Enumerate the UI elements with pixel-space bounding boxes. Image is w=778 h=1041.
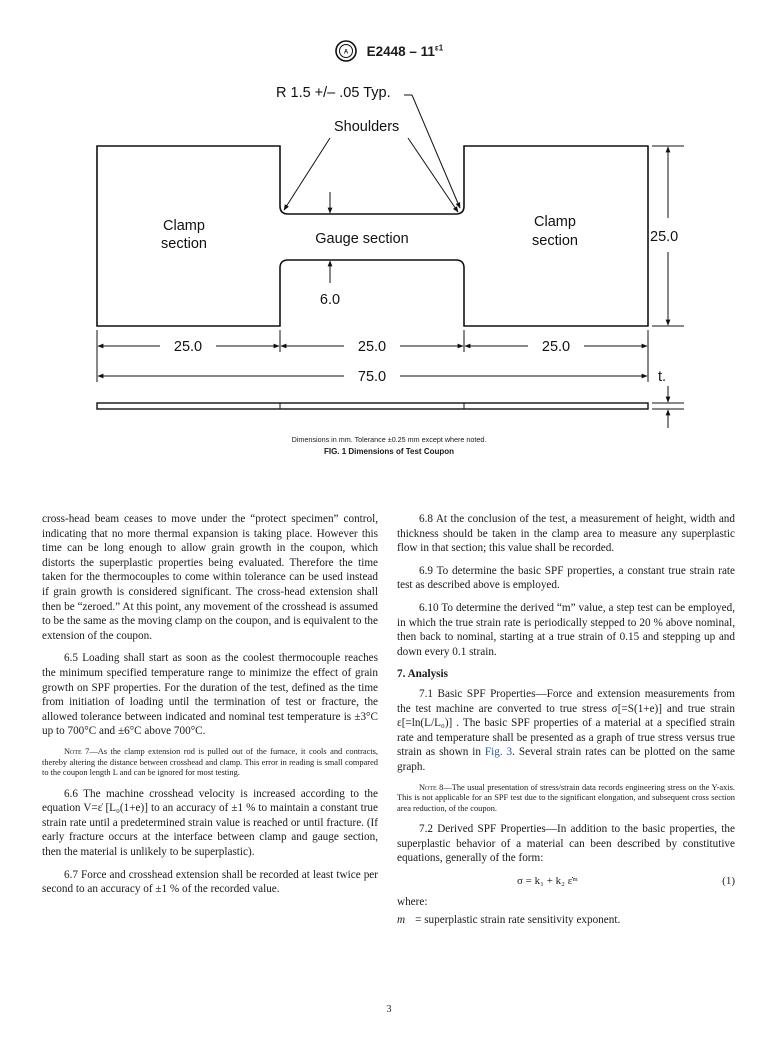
page-number: 3 — [386, 1004, 392, 1015]
shoulders-label: Shoulders — [334, 119, 400, 135]
note-7-text: —As the clamp extension rod is pulled out of the furnace, it cools and contracts, thereby altering the distance between crosshead and clamp. This error in reading is small compared to the coupon length L and can be ignored for most testing. — [42, 746, 378, 778]
designation: E2448 – 11 — [366, 44, 435, 60]
equation-number: (1) — [722, 875, 735, 888]
seg1-label: 25.0 — [173, 339, 203, 355]
paragraph-7-1-tail: . Several strain rates can be plotted on the same graph. — [397, 746, 735, 773]
right-column — [397, 512, 735, 928]
where-label: where: — [397, 895, 428, 908]
section-heading-analysis: 7. Analysis — [397, 668, 448, 681]
paragraph-6-8: 6.8 At the conclusion of the test, a measurement of height, width and thickness should be taken in the clamp area to measure any superplastic flow in that section; this value shall be recorded. — [397, 513, 735, 555]
equation-body: σ = k₁ + k₂ ε̇ᵐ — [517, 875, 578, 888]
note-8 — [397, 783, 735, 815]
gauge-width-label: 6.0 — [319, 292, 341, 308]
clamp-left-label-1: Clamp — [163, 218, 205, 234]
thickness-label: t. — [658, 369, 667, 385]
note-7-label: Note 7 — [64, 746, 90, 756]
height-label: 25.0 — [650, 229, 679, 245]
document-header — [0, 40, 778, 65]
symbol-m: m — [397, 914, 406, 927]
clamp-right-label-1: Clamp — [534, 214, 576, 230]
paragraph-6-6: 6.6 The machine crosshead velocity is increased according to the equation V=ε̇ [L₀(1+e)] to an accuracy of ±1 % to maintain a constant true strain rate until a predetermined strain value is reached or until fracture. (If early fracture occurs at the interface between clamp and gauge section, then the material is unlikely to be superplastic). — [42, 787, 378, 859]
radius-label: R 1.5 +/– .05 Typ. — [276, 85, 391, 101]
designation-superscript: ε1 — [434, 43, 444, 53]
paragraph-6-5: 6.5 Loading shall start as soon as the coolest thermocouple reaches the minimum specified temperature range to minimize the effect of grain growth on SPF properties. For the duration of the test, defined as the time from initiation of loading until the termination of test or fracture, the allowed tolerance between indicated and nominal test temperature is ±3°C up to 700°C and ±6°C above 700°C. — [42, 652, 378, 738]
paragraph-6-9: 6.9 To determine the basic SPF properties, a constant true strain rate test as described above is employed. — [397, 564, 735, 592]
note-8-label: Note 8 — [419, 782, 444, 792]
seg2-label: 25.0 — [357, 339, 387, 355]
fig-3-link[interactable]: Fig. 3 — [484, 746, 513, 759]
gauge-label: Gauge section — [315, 231, 409, 247]
test-coupon-figure — [0, 70, 778, 430]
clamp-left-label-2: section — [161, 236, 207, 252]
equation-1 — [397, 874, 735, 889]
paragraph-7-2: 7.2 Derived SPF Properties—In addition to the basic properties, the superplastic behavior of a material can been described by constitutive equations, generally of the form: — [397, 823, 735, 865]
total-label: 75.0 — [357, 369, 387, 385]
figure-note: Dimensions in mm. Tolerance ±0.25 mm except where noted. — [291, 435, 487, 444]
definition-m-text: = superplastic strain rate sensitivity exponent. — [415, 914, 621, 927]
paragraph-7-1 — [397, 687, 735, 775]
coupon-side-view — [97, 403, 648, 409]
shoulder-leader-left — [284, 138, 330, 210]
seg3-label: 25.0 — [541, 339, 571, 355]
figure-caption: FIG. 1 Dimensions of Test Coupon — [323, 447, 455, 456]
clamp-right-label-2: section — [532, 233, 578, 249]
paragraph-7-1-text: 7.1 Basic SPF Properties—Force and extension measurements from the test machine are converted to true stress σ[=S(1+e)] and true strain ε[=ln(L/L₀)] . The basic SPF properties of a material at a specified strain rate and temperature shall be presented as a graph of true stress versus true strain as shown in — [397, 687, 735, 759]
shoulder-leader-right — [408, 138, 458, 212]
paragraph-continued: cross-head beam ceases to move under the “protect specimen” control, indicating that no more thermal expansion is taking place. However this time can be long enough to allow grain growth in the coupon, which distorts the superplastic properties being evaluated. Therefore the time taken for the thermocouples to come within tolerance can be used instead if grain growth is considered significant. The cross-head extension shall then be “zeroed.” At this point, any movement of the crosshead is assumed to be the same as the moving clamp on the coupon, and is equivalent to the extension of the coupon. — [42, 513, 378, 642]
paragraph-6-10: 6.10 To determine the derived “m” value, a step test can be employed, in which the true strain rate is periodically stepped to 20 % above nominal, then back to nominal, starting at a true strain of 0.15 and stepping up and down every 0.1 strain. — [397, 601, 735, 658]
astm-logo-icon — [335, 40, 357, 65]
note-7 — [42, 747, 378, 779]
definition-m — [397, 913, 735, 928]
note-8-text: —The usual presentation of stress/strain data records engineering stress on the Y-axis. This is not applicable for an SPF test due to the significant elongation, and subsequent cross section area reduction, of the coupon. — [397, 782, 735, 813]
paragraph-6-7: 6.7 Force and crosshead extension shall be recorded at least twice per second to an accuracy of ±1 % of the recorded value. — [42, 868, 378, 896]
left-column — [42, 512, 378, 905]
svg-text:A: A — [343, 49, 348, 56]
